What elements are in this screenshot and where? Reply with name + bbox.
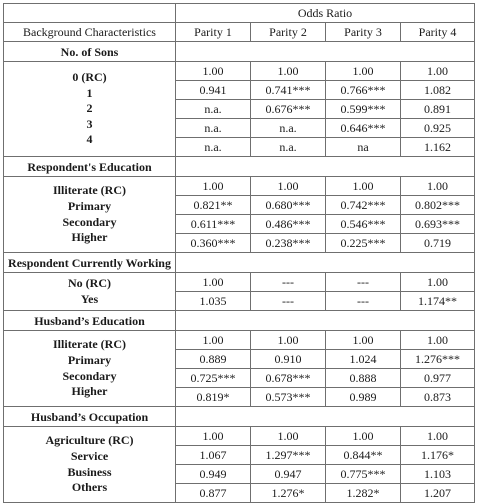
value-cell-parity-2: 1.276* bbox=[251, 484, 326, 503]
value-cell-parity-3: 1.00 bbox=[326, 427, 401, 446]
category-label: Business bbox=[67, 464, 112, 479]
category-labels-stack bbox=[4, 337, 175, 399]
category-label: Illiterate (RC) bbox=[53, 337, 126, 352]
value-cell-parity-2: --- bbox=[251, 292, 326, 311]
category-labels-stack bbox=[4, 276, 175, 307]
column-header-parity-3: Parity 3 bbox=[326, 23, 401, 42]
category-label: Others bbox=[71, 480, 108, 495]
value-cell-parity-4: 0.802*** bbox=[401, 196, 475, 215]
value-cell-parity-3: 1.00 bbox=[326, 331, 401, 350]
value-cell-parity-1: 0.941 bbox=[176, 81, 251, 100]
category-label: 0 (RC) bbox=[72, 70, 107, 85]
value-cell-parity-3: 1.00 bbox=[326, 62, 401, 81]
value-cell-parity-3: --- bbox=[326, 292, 401, 311]
value-cell-parity-1: 1.00 bbox=[176, 62, 251, 81]
header-row-columns bbox=[4, 23, 475, 42]
value-cell-parity-3: 0.225*** bbox=[326, 234, 401, 253]
value-cell-parity-2: 1.00 bbox=[251, 331, 326, 350]
section-empty-cell bbox=[176, 157, 475, 177]
value-cell-parity-1: n.a. bbox=[176, 119, 251, 138]
value-cell-parity-4: 0.719 bbox=[401, 234, 475, 253]
category-label: Primary bbox=[67, 198, 112, 213]
value-cell-parity-4: 1.162 bbox=[401, 138, 475, 157]
category-labels-cell bbox=[4, 273, 176, 311]
category-labels-cell bbox=[4, 331, 176, 407]
value-cell-parity-3: --- bbox=[326, 273, 401, 292]
category-label: Higher bbox=[71, 230, 108, 245]
value-cell-parity-4: 0.977 bbox=[401, 369, 475, 388]
category-labels-cell bbox=[4, 427, 176, 503]
value-cell-parity-3: 0.742*** bbox=[326, 196, 401, 215]
value-cell-parity-4: 1.00 bbox=[401, 177, 475, 196]
value-cell-parity-2: 1.00 bbox=[251, 427, 326, 446]
column-header-parity-1: Parity 1 bbox=[176, 23, 251, 42]
category-labels-stack bbox=[4, 183, 175, 245]
value-cell-parity-3: 1.024 bbox=[326, 350, 401, 369]
section-title-husband-s-education: Husband’s Education bbox=[4, 311, 176, 331]
value-cell-parity-2: 0.910 bbox=[251, 350, 326, 369]
value-cell-parity-4: 1.00 bbox=[401, 427, 475, 446]
category-label: Primary bbox=[67, 352, 112, 367]
category-label: Yes bbox=[80, 291, 99, 306]
section-header-row bbox=[4, 42, 475, 62]
section-empty-cell bbox=[176, 407, 475, 427]
value-cell-parity-4: 1.176* bbox=[401, 446, 475, 465]
table-row bbox=[4, 177, 475, 196]
section-header-row bbox=[4, 407, 475, 427]
value-cell-parity-4: 1.103 bbox=[401, 465, 475, 484]
value-cell-parity-1: n.a. bbox=[176, 138, 251, 157]
table-row bbox=[4, 273, 475, 292]
value-cell-parity-2: 0.238*** bbox=[251, 234, 326, 253]
odds-ratio-table bbox=[3, 3, 475, 503]
category-label: 4 bbox=[86, 132, 93, 147]
value-cell-parity-4: 1.082 bbox=[401, 81, 475, 100]
value-cell-parity-2: 0.676*** bbox=[251, 100, 326, 119]
section-empty-cell bbox=[176, 311, 475, 331]
value-cell-parity-2: --- bbox=[251, 273, 326, 292]
section-title-respondent-currently-working: Respondent Currently Working bbox=[4, 253, 176, 273]
value-cell-parity-4: 1.00 bbox=[401, 331, 475, 350]
value-cell-parity-3: 0.599*** bbox=[326, 100, 401, 119]
category-label: 1 bbox=[86, 85, 93, 100]
value-cell-parity-4: 1.00 bbox=[401, 62, 475, 81]
value-cell-parity-1: 1.00 bbox=[176, 273, 251, 292]
value-cell-parity-3: 0.888 bbox=[326, 369, 401, 388]
category-label: Service bbox=[70, 448, 109, 463]
value-cell-parity-1: 0.611*** bbox=[176, 215, 251, 234]
column-header-parity-4: Parity 4 bbox=[401, 23, 475, 42]
value-cell-parity-2: 1.00 bbox=[251, 62, 326, 81]
value-cell-parity-1: 1.00 bbox=[176, 427, 251, 446]
section-title-respondent-s-education: Respondent's Education bbox=[4, 157, 176, 177]
value-cell-parity-2: 0.573*** bbox=[251, 388, 326, 407]
value-cell-parity-1: 0.949 bbox=[176, 465, 251, 484]
table-body bbox=[4, 4, 475, 503]
value-cell-parity-1: 1.067 bbox=[176, 446, 251, 465]
section-header-row bbox=[4, 253, 475, 273]
value-cell-parity-1: 0.889 bbox=[176, 350, 251, 369]
value-cell-parity-4: 0.891 bbox=[401, 100, 475, 119]
value-cell-parity-1: 0.360*** bbox=[176, 234, 251, 253]
value-cell-parity-2: 1.297*** bbox=[251, 446, 326, 465]
value-cell-parity-4: 1.276*** bbox=[401, 350, 475, 369]
category-labels-stack bbox=[4, 70, 175, 148]
section-empty-cell bbox=[176, 42, 475, 62]
odds-ratio-header: Odds Ratio bbox=[176, 4, 475, 23]
category-label: Illiterate (RC) bbox=[53, 183, 126, 198]
table-row bbox=[4, 331, 475, 350]
value-cell-parity-4: 0.873 bbox=[401, 388, 475, 407]
value-cell-parity-1: 1.00 bbox=[176, 177, 251, 196]
section-header-row bbox=[4, 157, 475, 177]
category-labels-cell bbox=[4, 62, 176, 157]
value-cell-parity-2: 0.680*** bbox=[251, 196, 326, 215]
value-cell-parity-1: 0.877 bbox=[176, 484, 251, 503]
value-cell-parity-3: 1.00 bbox=[326, 177, 401, 196]
value-cell-parity-3: 0.844** bbox=[326, 446, 401, 465]
value-cell-parity-3: 0.546*** bbox=[326, 215, 401, 234]
category-labels-cell bbox=[4, 177, 176, 253]
value-cell-parity-1: 0.821** bbox=[176, 196, 251, 215]
value-cell-parity-2: 0.486*** bbox=[251, 215, 326, 234]
value-cell-parity-1: 1.035 bbox=[176, 292, 251, 311]
value-cell-parity-2: 0.947 bbox=[251, 465, 326, 484]
value-cell-parity-3: 0.766*** bbox=[326, 81, 401, 100]
value-cell-parity-1: 0.725*** bbox=[176, 369, 251, 388]
category-label: Agriculture (RC) bbox=[45, 433, 134, 448]
section-header-row bbox=[4, 311, 475, 331]
value-cell-parity-4: 0.925 bbox=[401, 119, 475, 138]
value-cell-parity-4: 0.693*** bbox=[401, 215, 475, 234]
value-cell-parity-2: n.a. bbox=[251, 138, 326, 157]
value-cell-parity-3: 0.989 bbox=[326, 388, 401, 407]
value-cell-parity-1: 1.00 bbox=[176, 331, 251, 350]
section-title-husband-s-occupation: Husband’s Occupation bbox=[4, 407, 176, 427]
value-cell-parity-2: 0.678*** bbox=[251, 369, 326, 388]
section-title-no-of-sons: No. of Sons bbox=[4, 42, 176, 62]
background-characteristics-header: Background Characteristics bbox=[4, 23, 176, 42]
column-header-parity-2: Parity 2 bbox=[251, 23, 326, 42]
value-cell-parity-3: 1.282* bbox=[326, 484, 401, 503]
section-empty-cell bbox=[176, 253, 475, 273]
value-cell-parity-4: 1.174** bbox=[401, 292, 475, 311]
category-label: 3 bbox=[86, 116, 93, 131]
value-cell-parity-3: na bbox=[326, 138, 401, 157]
table-row bbox=[4, 62, 475, 81]
category-label: Secondary bbox=[62, 368, 117, 383]
category-label: Secondary bbox=[62, 214, 117, 229]
category-label: No (RC) bbox=[68, 275, 111, 290]
value-cell-parity-3: 0.646*** bbox=[326, 119, 401, 138]
value-cell-parity-4: 1.00 bbox=[401, 273, 475, 292]
value-cell-parity-2: n.a. bbox=[251, 119, 326, 138]
category-label: 2 bbox=[86, 101, 93, 116]
value-cell-parity-1: 0.819* bbox=[176, 388, 251, 407]
header-empty-cell bbox=[4, 4, 176, 23]
value-cell-parity-1: n.a. bbox=[176, 100, 251, 119]
value-cell-parity-4: 1.207 bbox=[401, 484, 475, 503]
header-row-group bbox=[4, 4, 475, 23]
value-cell-parity-2: 1.00 bbox=[251, 177, 326, 196]
category-label: Higher bbox=[71, 384, 108, 399]
value-cell-parity-2: 0.741*** bbox=[251, 81, 326, 100]
value-cell-parity-3: 0.775*** bbox=[326, 465, 401, 484]
